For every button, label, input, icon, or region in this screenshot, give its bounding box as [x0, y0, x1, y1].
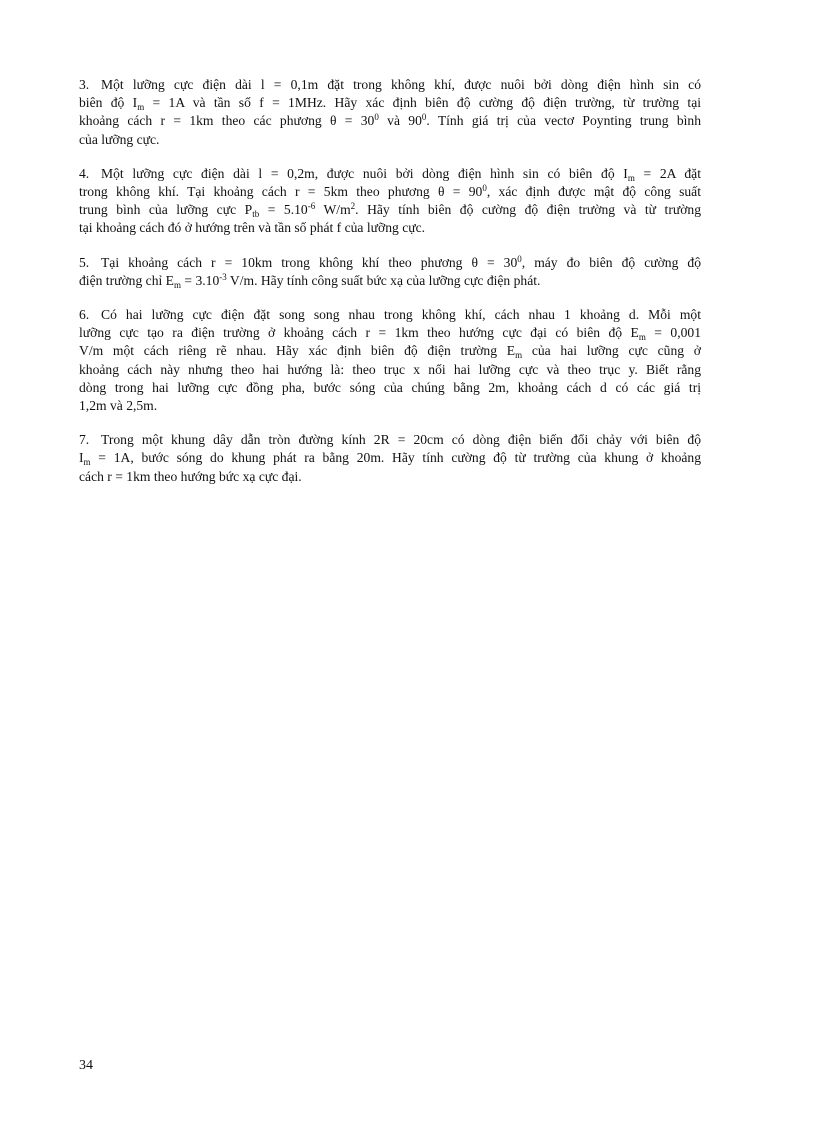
problem-line: dòng trong hai lưỡng cực đồng pha, bước sóng của chúng bằng 2m, khoảng cách d có các giá trị [79, 379, 701, 395]
problem-line: lưỡng cực tạo ra điện trường ở khoảng cách r = 1km theo hướng cực đại có biên độ $E_m = 0,001$ [79, 325, 701, 343]
problem-line: $I_m = 1A$, bước sóng do khung phát ra bằng 20m. Hãy tính cường độ từ trường của khung ở khoảng [79, 450, 701, 468]
problem-line: 4. Một lưỡng cực điện dài l = 0,2m, được nuôi bởi dòng điện hình sin có biên độ $I_m = 2A$ đặt [79, 165, 701, 183]
problem-3 [79, 76, 701, 149]
problem-number: 6. [79, 307, 90, 323]
problem-line: khoảng cách này nhưng theo hai hướng là: theo trục x nối hai lưỡng cực và theo trục y. Biết rằng [79, 361, 701, 377]
problem-4 [79, 165, 701, 238]
problem-line: cách r = 1km theo hướng bức xạ cực đại. [79, 468, 302, 484]
problem-line: khoảng cách r = 1km theo các phương $\theta = 30^0$ và $90^0$. Tính giá trị của vectơ Poynting trung bình [79, 112, 701, 129]
problem-line: 5. Tại khoảng cách r = 10km trong không khí theo phương $\theta = 30^0$, máy đo biên độ cường độ [79, 254, 701, 272]
problem-number: 7. [79, 432, 90, 448]
problem-number: 4. [79, 165, 90, 181]
problem-line: của lưỡng cực. [79, 131, 160, 147]
problem-5 [79, 254, 701, 290]
problem-line: 7. Trong một khung dây dẫn tròn đường kính 2R = 20cm có dòng điện biến đổi chảy với biên độ [79, 431, 701, 449]
problem-line: trung bình của lưỡng cực $P_{tb} = 5.10^{-6}$ $W/m^2$. Hãy tính biên độ cường độ điện trường và từ trường [79, 201, 702, 220]
problem-6 [79, 306, 701, 415]
problem-list [79, 76, 701, 502]
problem-number: 3. [79, 77, 90, 92]
problem-line: 6. Có hai lưỡng cực điện đặt song song nhau trong không khí, cách nhau 1 khoảng d. Mỗi một [79, 306, 701, 324]
problem-number: 5. [79, 254, 90, 270]
problem-line: 1,2m và 2,5m. [79, 398, 158, 414]
problem-line: tại khoảng cách đó ở hướng trên và tần số phát f của lưỡng cực. [79, 220, 426, 236]
problem-7 [79, 431, 701, 486]
problem-line: V/m một cách riêng rẽ nhau. Hãy xác định biên độ điện trường $E_m$ của hai lưỡng cực cũng ở [79, 343, 701, 361]
problem-line: biên độ $I_m = 1A$ và tần số f = 1MHz. Hãy xác định biên độ cường độ điện trường, từ trường tại [79, 95, 701, 113]
page-number: 34 [79, 1058, 93, 1073]
problem-line: điện trường chỉ $E_m = 3.10^{-3}$ V/m. Hãy tính công suất bức xạ của lưỡng cực điện phát. [79, 271, 541, 290]
problem-line: trong không khí. Tại khoảng cách r = 5km theo phương $\theta = 90^0$, xác định được mật độ công suất [79, 183, 701, 200]
problem-line: 3. Một lưỡng cực điện dài l = 0,1m đặt trong không khí, được nuôi bởi dòng điện hình sin có [79, 76, 701, 94]
